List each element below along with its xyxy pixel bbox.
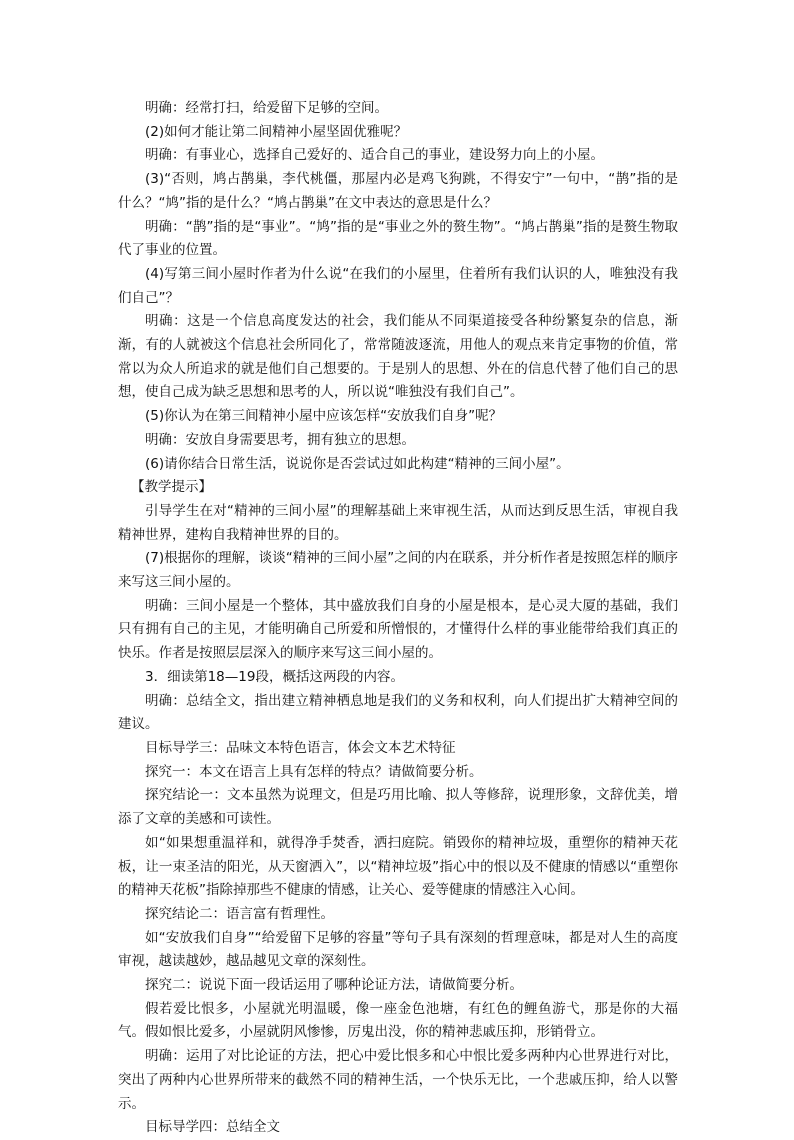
question-paragraph: (2)如何才能让第二间精神小屋坚固优雅呢？ — [145, 123, 408, 140]
paragraph: 探究结论二：语言富有哲理性。 — [145, 905, 334, 922]
teaching-tip-heading: 【教学提示】 — [131, 479, 212, 496]
paragraph: 如“如果想重温祥和，就得净手焚香，洒扫庭院。销毁你的精神垃圾，重塑你的精神天花板，让一束圣洁的阳光，从天窗洒入”，以“精神垃圾”指心中的恨以及不健康的情感以“重塑你的精神天花板”指除掉那些不健康的情感，让关心、爱等健康的情感注入心间。 — [118, 834, 678, 899]
paragraph: 引导学生在对“精神的三间小屋”的理解基础上来审视生活，从而达到反思生活，审视自我精神世界，建构自我精神世界的目的。 — [118, 502, 678, 543]
paragraph: 明确：安放自身需要思考，拥有独立的思想。 — [145, 431, 415, 448]
section-heading: 目标导学三：品味文本特色语言，体会文本艺术特征 — [145, 739, 456, 756]
question-paragraph: (5)你认为在第三间精神小屋中应该怎样“安放我们自身”呢？ — [145, 408, 503, 425]
paragraph: 明确：总结全文，指出建立精神栖息地是我们的义务和权利，向人们提出扩大精神空间的建议。 — [118, 692, 678, 733]
paragraph: 明确：“鹊”指的是“事业”。“鸠”指的是“事业之外的赘生物”。“鸠占鹊巢”指的是赘生物取代了事业的位置。 — [118, 218, 678, 259]
paragraph: 明确：有事业心，选择自己爱好的、适合自己的事业，建设努力向上的小屋。 — [145, 147, 604, 164]
document-body — [118, 97, 678, 1140]
paragraph: 明确：这是一个信息高度发达的社会，我们能从不同渠道接受各种纷繁复杂的信息，渐渐，有的人就被这个信息社会所同化了，常常随波逐流，用他人的观点来肯定事物的价值，常常以为众人所追求的就是他们自己想要的。于是别人的思想、外在的信息代替了他们自己的思想，使自己成为缺乏思想和思考的人，所以说“唯独没有我们自己”。 — [118, 313, 678, 401]
question-paragraph: (4)写第三间小屋时作者为什么说“在我们的小屋里，住着所有我们认识的人，唯独没有我们自己”？ — [118, 265, 678, 306]
question-paragraph: 3．细读第18—19段，概括这两段的内容。 — [145, 668, 404, 685]
question-paragraph: (7)根据你的理解，谈谈“精神的三间小屋”之间的内在联系，并分析作者是按照怎样的顺序来写这三间小屋的。 — [118, 550, 678, 591]
quoted-passage: 假若爱比恨多，小屋就光明温暖，像一座金色池塘，有红色的鲤鱼游弋，那是你的大福气。假如恨比爱多，小屋就阴风惨惨，厉鬼出没，你的精神悲戚压抑，形销骨立。 — [118, 1000, 678, 1041]
paragraph: 如“安放我们自身”“给爱留下足够的容量”等句子具有深刻的哲理意味，都是对人生的高度审视，越读越妙，越品越见文章的深刻性。 — [118, 929, 678, 970]
section-heading: 目标导学四：总结全文 — [145, 1119, 280, 1136]
paragraph: 明确：三间小屋是一个整体，其中盛放我们自身的小屋是根本，是心灵大厦的基础，我们只有拥有自己的主见，才能明确自己所爱和所憎恨的，才懂得什么样的事业能带给我们真正的快乐。作者是按照层层深入的顺序来写这三间小屋的。 — [118, 597, 678, 662]
paragraph: 探究结论一：文本虽然为说理文，但是巧用比喻、拟人等修辞，说理形象，文辞优美，增添了文章的美感和可读性。 — [118, 787, 678, 828]
paragraph: 探究一：本文在语言上具有怎样的特点？请做简要分析。 — [145, 763, 483, 780]
paragraph: 明确：运用了对比论证的方法，把心中爱比恨多和心中恨比爱多两种内心世界进行对比，突出了两种内心世界所带来的截然不同的精神生活，一个快乐无比，一个悲戚压抑，给人以警示。 — [118, 1048, 678, 1112]
question-paragraph: (3)“否则，鸠占鹊巢，李代桃僵，那屋内必是鸡飞狗跳，不得安宁”一句中，“鹊”指的是什么？“鸠”指的是什么？“鸠占鹊巢”在文中表达的意思是什么？ — [118, 171, 678, 211]
question-paragraph: (6)请你结合日常生活，说说你是否尝试过如此构建“精神的三间小屋”。 — [145, 455, 570, 472]
paragraph: 探究二：说说下面一段话运用了哪种论证方法，请做简要分析。 — [145, 977, 523, 994]
paragraph: 明确：经常打扫，给爱留下足够的空间。 — [145, 100, 388, 116]
